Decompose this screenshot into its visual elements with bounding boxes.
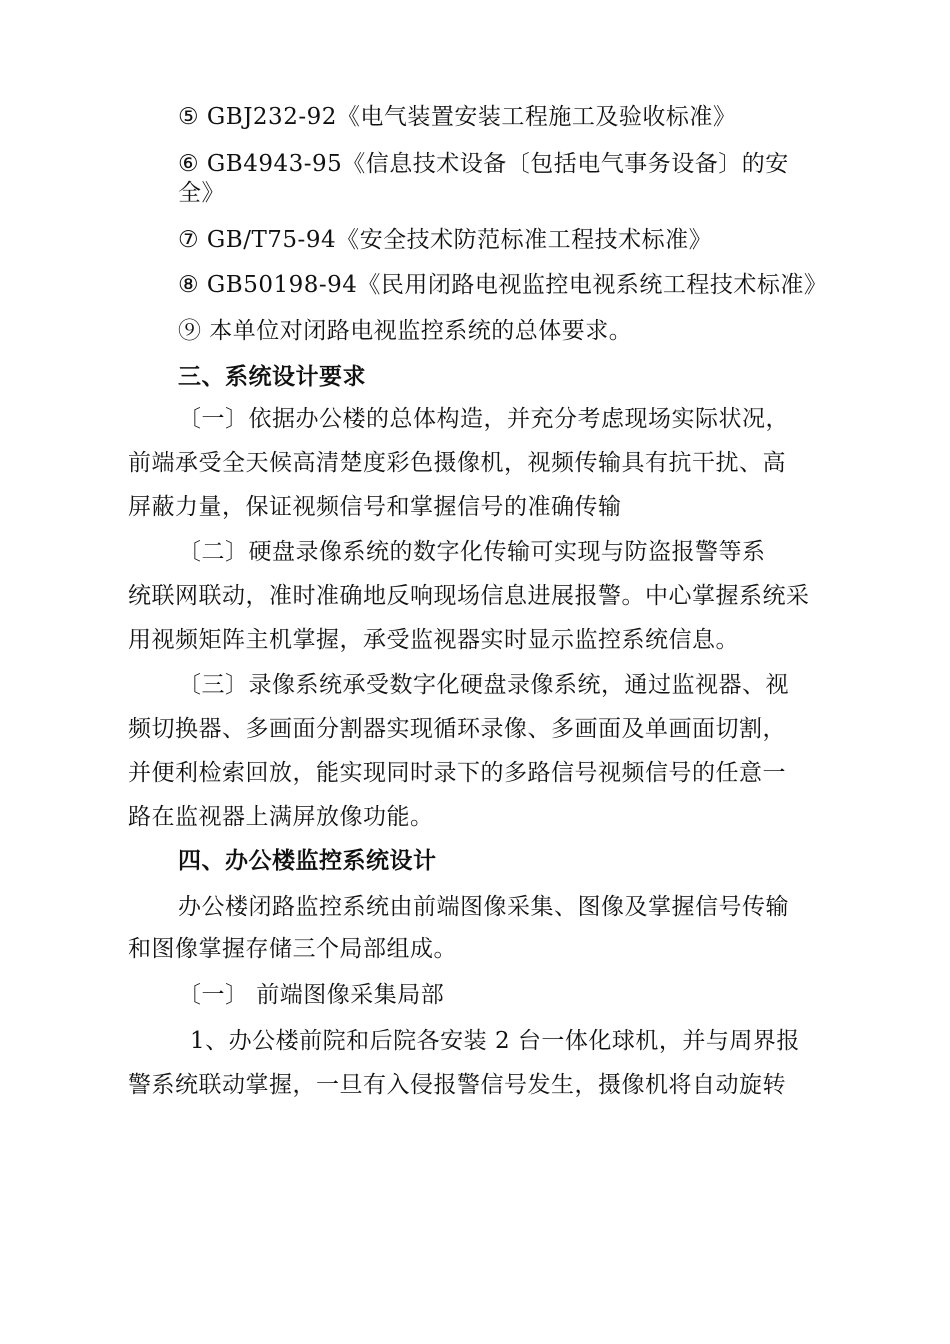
paragraph-line: 并便利检索回放，能实现同时录下的多路信号视频信号的任意一	[128, 760, 786, 786]
paragraph-line: 1、办公楼前院和后院各安装 2 台一体化球机，并与周界报	[190, 1028, 800, 1054]
paragraph-line: 统联网联动，准时准确地反响现场信息进展报警。中心掌握系统采	[128, 583, 810, 609]
paragraph-line: 警系统联动掌握，一旦有入侵报警信号发生，摄像机将自动旋转	[128, 1072, 786, 1098]
standard-item-5: ⑤ GBJ232-92《电气装置安装工程施工及验收标准》	[178, 104, 737, 130]
section-heading-3: 三、系统设计要求	[178, 363, 366, 390]
section-heading-4: 四、办公楼监控系统设计	[178, 847, 437, 874]
standard-item-6-continued: 全》	[178, 180, 225, 206]
paragraph-line: 办公楼闭路监控系统由前端图像采集、图像及掌握信号传输	[178, 894, 789, 920]
paragraph-line: 路在监视器上满屏放像功能。	[128, 804, 434, 830]
standard-item-6: ⑥ GB4943-95《信息技术设备〔包括电气事务设备〕的安	[178, 151, 789, 177]
standard-item-8: ⑧ GB50198-94《民用闭路电视监控电视系统工程技术标准》	[178, 272, 828, 298]
paragraph-line: 频切换器、多画面分割器实现循环录像、多画面及单画面切割，	[128, 716, 786, 742]
paragraph-line: 用视频矩阵主机掌握，承受监视器实时显示监控系统信息。	[128, 627, 739, 653]
subsection-heading: 〔一〕 前端图像采集局部	[178, 982, 445, 1008]
paragraph-line: 屏蔽力量，保证视频信号和掌握信号的准确传输	[128, 494, 622, 520]
paragraph-line: 〔一〕依据办公楼的总体构造，并充分考虑现场实际状况，	[178, 406, 789, 432]
paragraph-line: 和图像掌握存储三个局部组成。	[128, 936, 457, 962]
paragraph-line: 〔二〕硬盘录像系统的数字化传输可实现与防盗报警等系	[178, 539, 766, 565]
standard-item-9: ⑨ 本单位对闭路电视监控系统的总体要求。	[178, 318, 633, 344]
paragraph-line: 前端承受全天候高清楚度彩色摄像机，视频传输具有抗干扰、高	[128, 450, 786, 476]
standard-item-7: ⑦ GB/T75-94《安全技术防范标准工程技术标准》	[178, 227, 713, 253]
paragraph-line: 〔三〕录像系统承受数字化硬盘录像系统，通过监视器、视	[178, 672, 789, 698]
